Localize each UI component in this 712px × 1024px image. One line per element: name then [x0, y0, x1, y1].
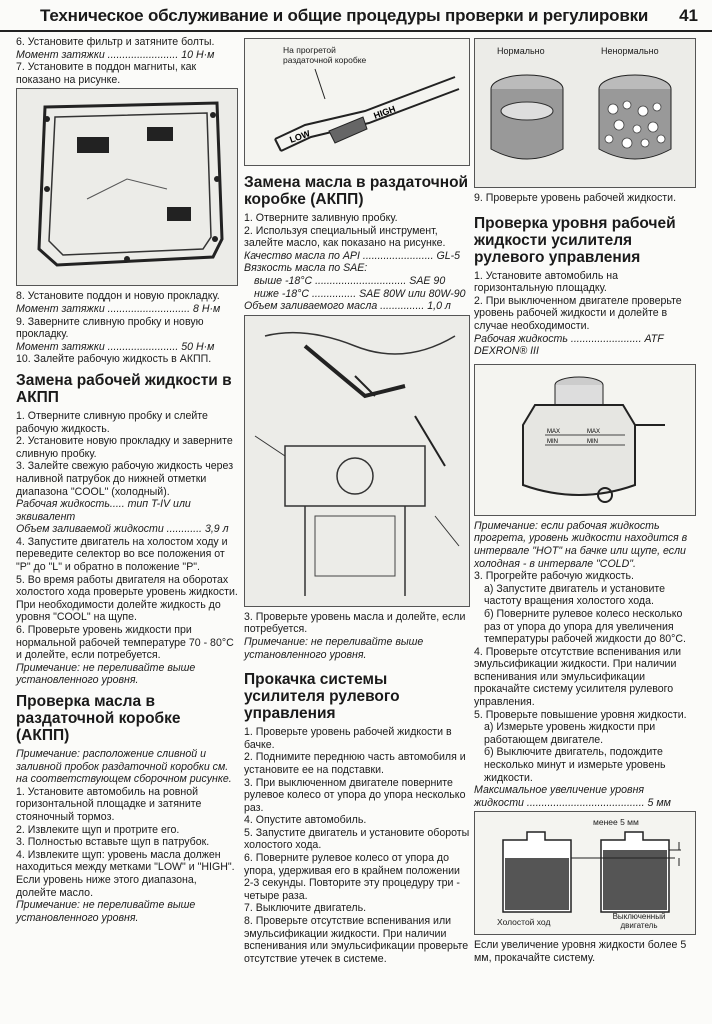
step-text: 5. Во время работы двигателя на оборотах холостого хода проверьте уровень жидкости. При необходимости долейте жидкость до уровня "COOL" на щупе. [16, 573, 238, 624]
oil-spec: Качество масла по API ........................ GL-5 [244, 249, 461, 262]
fluid-spec: Рабочая жидкость..... тип T-IV или эквивалент [16, 498, 191, 523]
step-text: 10. Залейте рабочую жидкость в АКПП. [16, 353, 212, 366]
oil-spec: Вязкость масла по SAE: [244, 262, 368, 275]
step-text: 4. Опустите автомобиль. [244, 814, 367, 827]
step-text: 8. Проверьте отсутствие вспенивания или эмульсификации жидкости. При наличии вспенивания или эмульсификации проверьте отсутствие утечек в системе. [244, 915, 469, 965]
header-title: Техническое обслуживание и общие процедуры проверки и регулировки [40, 6, 649, 25]
less-5mm-label: менее 5 мм [593, 817, 639, 828]
step-text: Если увеличение уровня жидкости более 5 мм, прокачайте систему. [474, 939, 687, 964]
oil-spec: ниже -18°С ............... SAE 80W или 80W-90 [254, 287, 466, 300]
step-text: 1. Проверьте уровень рабочей жидкости в бачке. [244, 726, 452, 751]
step-text: 3. Проверьте уровень масла и долейте, если потребуется. [244, 610, 466, 636]
step-text: Если уровень ниже этого диапазона, долейте масло. [16, 873, 197, 899]
step-text: 7. Выключите двигатель. [244, 902, 367, 915]
step-text: 5. Проверьте повышение уровня жидкости. [474, 708, 687, 721]
column-1 [16, 36, 238, 924]
max-mark-2: MAX [587, 428, 601, 435]
page-header [0, 0, 712, 32]
step-text: 9. Проверьте уровень рабочей жидкости. [474, 192, 677, 204]
step-text: 3. Прогрейте рабочую жидкость. [474, 570, 634, 583]
step-text: 2. Используя специальный инструмент, залейте масло, как показано на рисунке. [244, 224, 446, 250]
high-mark-label: HIGH [372, 103, 397, 121]
volume-spec: Объем заливаемой жидкости ............ 3,9 л [16, 523, 229, 536]
oil-pan-figure [16, 88, 238, 286]
step-text: 4. Извлеките щуп: уровень масла должен находиться между метками "LOW" и "HIGH". [16, 848, 235, 874]
column-2 [244, 36, 470, 965]
filling-figure [244, 315, 470, 607]
step-text: 1. Установите автомобиль на горизонтальную площадку. [474, 269, 619, 295]
min-mark-1: MIN [547, 438, 558, 445]
fluid-spec: Рабочая жидкость ........................ ATF DEXRON® III [474, 332, 664, 358]
torque-spec: Момент затяжки ........................ 50 Н·м [16, 340, 215, 353]
note-text: Примечание: не переливайте выше установленного уровня. [16, 661, 196, 687]
oil-spec: выше -18°С ............................... SAE 90 [254, 274, 446, 287]
section-heading: Замена рабочей жидкости в АКПП [16, 371, 232, 406]
fluid-condition-figure [474, 38, 696, 188]
step-text: 3. Залейте свежую рабочую жидкость через наливной патрубок до нижней отметки диапазона "COOL" (холодный). [16, 460, 234, 498]
section-heading: Прокачка системы усилителя рулевого управления [244, 671, 400, 723]
idle-label: Холостой ход [497, 917, 551, 928]
step-text: 9. Заверните сливную пробку и новую прокладку. [16, 315, 204, 341]
reservoir-figure [474, 364, 696, 516]
step-text: 2. При выключенном двигателе проверьте уровень рабочей жидкости и долейте в случае необходимости. [474, 294, 682, 332]
step-text: 2. Поднимите переднюю часть автомобиля и установите ее на подставки. [244, 751, 466, 776]
step-text: 1. Отверните сливную пробку и слейте рабочую жидкость. [16, 409, 208, 435]
min-mark-2: MIN [587, 438, 598, 445]
step-text: 4. Проверьте отсутствие вспенивания или эмульсификации жидкости. При наличии вспенивания или эмульсификации прокачайте систему усилителя рулевого управления. [474, 645, 682, 709]
step-text: а) Измерьте уровень жидкости при работающем двигателе. [484, 721, 656, 746]
step-text: а) Запустите двигатель и установите частоту вращения холостого хода. [484, 582, 666, 608]
abnormal-label: Ненормально [601, 46, 659, 56]
section-heading: Проверка масла в раздаточной коробке (АКПП) [16, 693, 181, 744]
step-text: 1. Установите автомобиль на ровной горизонтальной площадке и затяните стояночный тормоз. [16, 785, 202, 823]
dipstick-figure [244, 38, 470, 166]
torque-spec: Момент затяжки ........................ 10 Н·м [16, 48, 215, 61]
section-heading: Замена масла в раздаточной коробке (АКПП) [244, 174, 469, 208]
low-mark-label: LOW [288, 128, 312, 145]
max-mark-1: MAX [547, 428, 561, 435]
note-text: Примечание: не переливайте выше установленного уровня. [16, 899, 196, 924]
step-text: 7. Установите в поддон магниты, как показано на рисунке. [16, 61, 197, 86]
level-rise-figure [474, 811, 696, 935]
step-text: 8. Установите поддон и новую прокладку. [16, 290, 220, 303]
step-text: 6. Поверните рулевое колесо от упора до упора, удерживая его в крайнем положении 2-3 секунды. Повторите эту процедуру три - четыре раза. [244, 852, 460, 902]
column-3 [474, 36, 696, 965]
engine-off-label: Выключенный двигатель [612, 912, 666, 931]
step-text: б) Выключите двигатель, подождите несколько минут и измерьте уровень жидкости. [484, 746, 666, 784]
section-heading: Проверка уровня рабочей жидкости усилителя рулевого управления [474, 214, 676, 266]
step-text: 3. При выключенном двигателе поверните рулевое колесо от упора до упора несколько раз. [244, 776, 466, 814]
step-text: 1. Отверните заливную пробку. [244, 212, 398, 224]
step-text: 2. Извлеките щуп и протрите его. [16, 823, 180, 836]
level-spec: Максимальное увеличение уровня жидкости ........................................ 5 мм [474, 784, 671, 809]
dipstick-caption: На прогретой раздаточной коробке [283, 45, 367, 65]
step-text: 6. Проверьте уровень жидкости при нормальной рабочей температуре 70 - 80°С и долейте, если потребуется. [16, 624, 234, 662]
torque-spec: Момент затяжки ............................ 8 Н·м [16, 302, 221, 315]
note-text: Примечание: расположение сливной и заливной пробок раздаточной коробки см. на соответствующем сборочном рисунке. [16, 748, 232, 786]
step-text: 4. Запустите двигатель на холостом ходу и переведите селектор во все положения от "P" до "L" и обратно в положение "P". [16, 535, 228, 574]
step-text: 2. Установите новую прокладку и заверните сливную пробку. [16, 435, 233, 460]
step-text: 3. Полностью вставьте щуп в патрубок. [16, 836, 210, 849]
note-text: Примечание: если рабочая жидкость прогрета, уровень жидкости находится в интервале "HOT" на бачке или щупе, если холодная - в интервале "COLD". [474, 519, 688, 570]
step-text: 6. Установите фильтр и затяните болты. [16, 36, 215, 48]
step-text: 5. Запустите двигатель и установите обороты холостого хода. [244, 826, 470, 852]
page-number: 41 [679, 6, 698, 25]
volume-spec: Объем заливаемого масла ............... 1,0 л [244, 300, 451, 313]
normal-label: Нормально [497, 46, 545, 56]
note-text: Примечание: не переливайте выше установленного уровня. [244, 635, 424, 661]
step-text: б) Поверните рулевое колесо несколько раз от упора до упора для увеличения температуры рабочей жидкости до 80°С. [484, 607, 686, 646]
